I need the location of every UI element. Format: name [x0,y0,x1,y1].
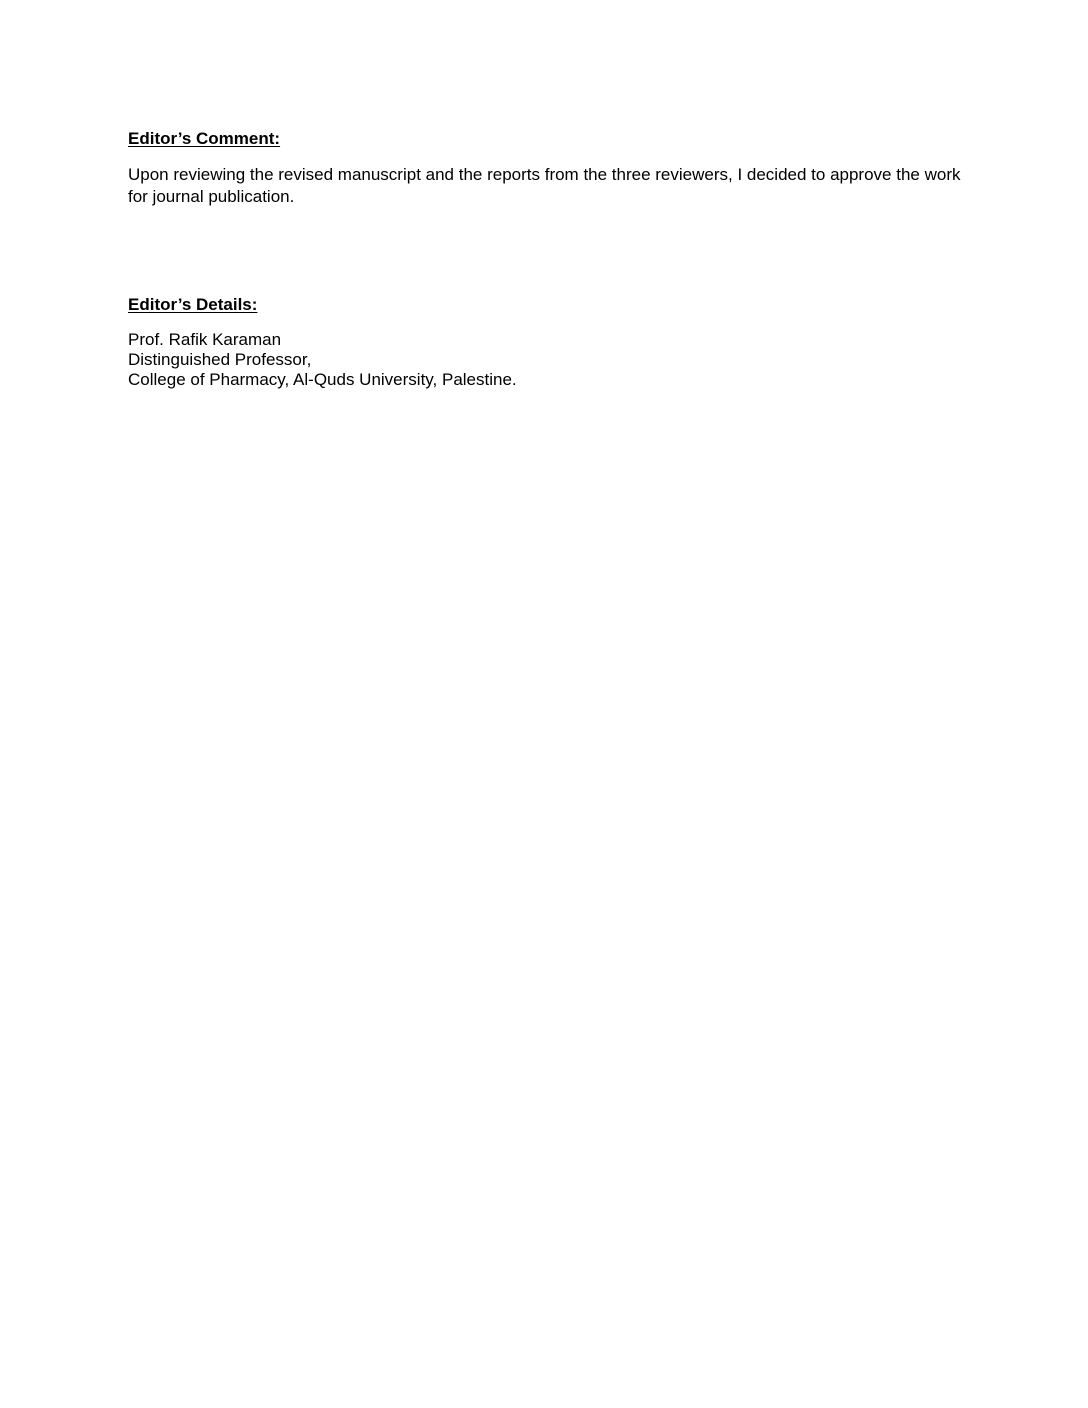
editor-comment-section [128,128,968,208]
editor-details-block [128,330,968,390]
editor-details-section [128,294,968,390]
editor-name: Prof. Rafik Karaman [128,330,282,349]
editor-title: Distinguished Professor, [128,350,312,369]
editor-comment-heading: Editor’s Comment: [128,129,281,148]
editor-comment-text: Upon reviewing the revised manuscript and the reports from the three reviewers, I decided to approve the work for journal publication. [128,165,961,206]
editor-details-heading: Editor’s Details: [128,295,258,314]
editor-affiliation: College of Pharmacy, Al-Quds University, Palestine. [128,370,517,389]
